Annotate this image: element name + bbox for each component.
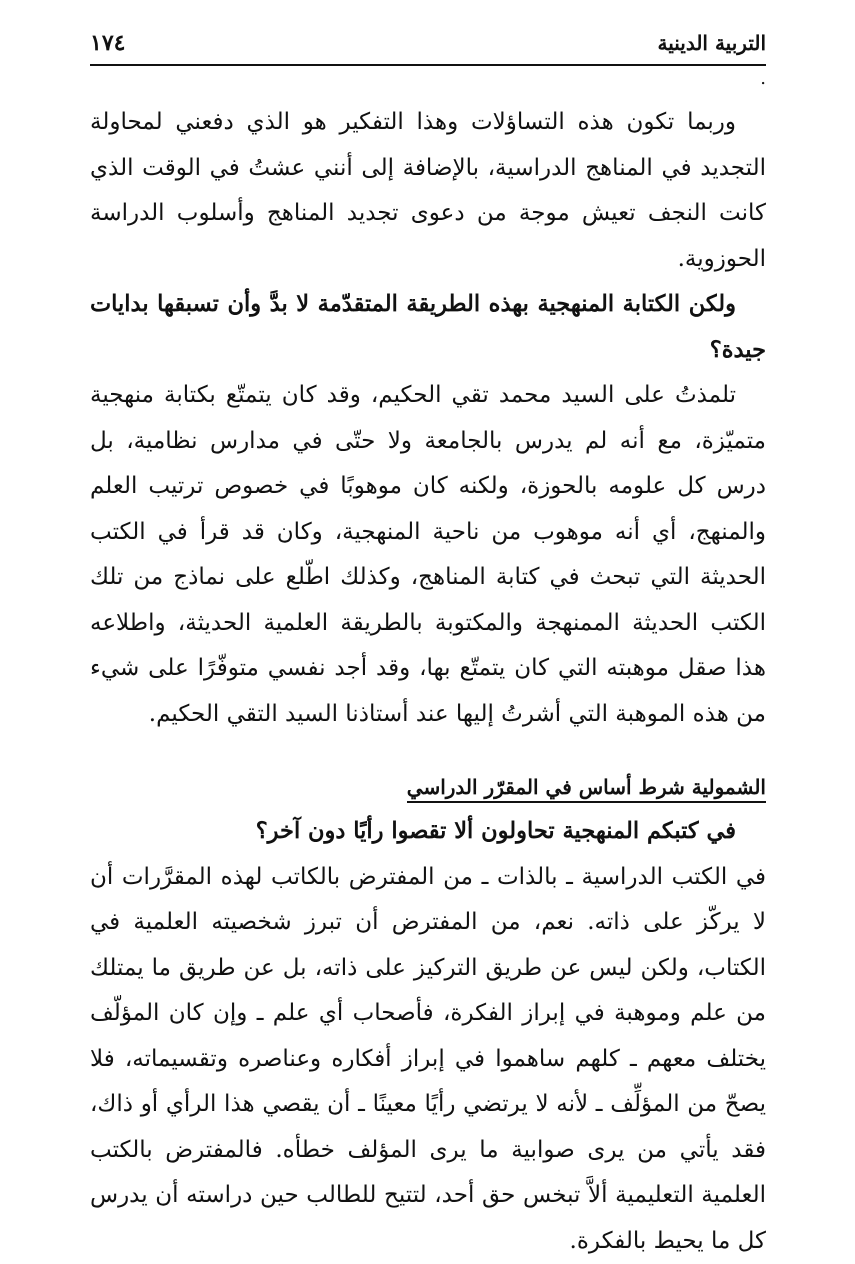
paragraph-3: في الكتب الدراسية ـ بالذات ـ من المفترض بالكاتب لهذه المقرَّرات أن لا يركّز على ذاته. نعم، من المفترض أن تبرز شخصيته العلمية في الكتاب، ولكن ليس عن طريق التركيز على ذاته، بل عن طريق ما يمتلك من علم وموهبة في إبراز الفكرة، فأصحاب أي علم ـ وإن كان المؤلّف يختلف معهم ـ كلهم ساهموا في إبراز أفكاره وعناصره وتقسيماته، فلا يصحّ من المؤلِّف ـ لأنه لا يرتضي رأيًا معينًا ـ أن يقصي هذا الرأي أو ذاك، فقد يأتي من يرى صوابية ما يرى المؤلف خطأه. فالمفترض بالكتب العلمية التعليمية ألاَّ تبخس حق أحد، لتتيح للطالب حين دراسته أن يدرس كل ما يحيط بالفكرة. bbox=[90, 855, 766, 1264]
body-text bbox=[90, 100, 766, 1264]
section-heading bbox=[90, 771, 766, 803]
interview-question-1: ولكن الكتابة المنهجية بهذه الطريقة المتقدّمة لا بدَّ وأن تسبقها بدايات جيدة؟ bbox=[90, 282, 766, 373]
book-page bbox=[90, 28, 766, 1264]
page-number: ١٧٤ bbox=[90, 28, 125, 58]
paragraph-2: تلمذتُ على السيد محمد تقي الحكيم، وقد كان يتمتّع بكتابة منهجية متميّزة، مع أنه لم يدرس بالجامعة ولا حتّى في مدارس نظامية، بل درس كل علومه بالحوزة، ولكنه كان موهوبًا في خصوص ترتيب العلم والمنهج، أي أنه موهوب من ناحية المنهجية، وكان قد قرأ في الكتب الحديثة التي تبحث في كتابة المناهج، وكذلك اطّلع على نماذج من تلك الكتب الحديثة الممنهجة والمكتوبة بالطريقة العلمية الحديثة، واطلاعه هذا صقل موهبته التي كان يتمتّع بها، وقد أجد نفسي متوفّرًا على شيء من هذه الموهبة التي أشرتُ إليها عند أستاذنا السيد التقي الحكيم. bbox=[90, 373, 766, 737]
running-title: التربية الدينية bbox=[657, 28, 766, 58]
running-header bbox=[90, 28, 766, 66]
interview-question-2: في كتبكم المنهجية تحاولون ألا تقصوا رأيًا دون آخر؟ bbox=[90, 809, 766, 855]
section-heading-text: الشمولية شرط أساس في المقرّر الدراسي bbox=[407, 775, 766, 803]
header-dot-ornament: . bbox=[760, 70, 766, 88]
paragraph-1: وربما تكون هذه التساؤلات وهذا التفكير هو الذي دفعني لمحاولة التجديد في المناهج الدراسية، بالإضافة إلى أنني عشتُ في الوقت الذي كانت النجف تعيش موجة من دعوى تجديد المناهج وأسلوب الدراسة الحوزوية. bbox=[90, 100, 766, 282]
